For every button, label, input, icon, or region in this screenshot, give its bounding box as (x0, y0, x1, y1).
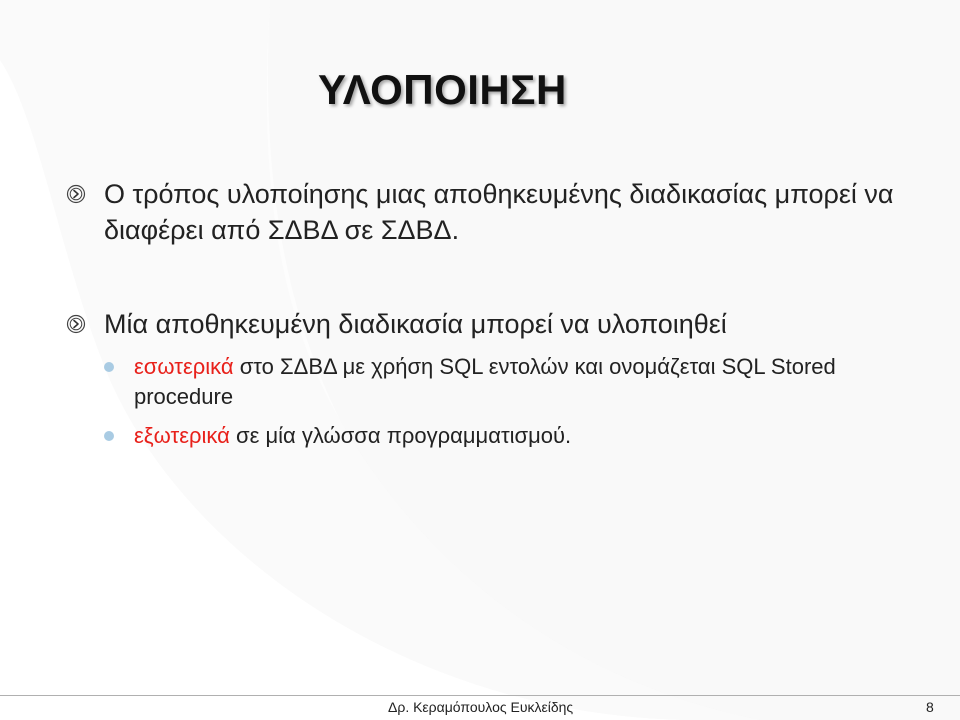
sub-bullet-dot-icon (104, 431, 114, 441)
sub-bullet-text (134, 352, 884, 412)
sub-bullet-rest: στο ΣΔΒΔ με χρήση SQL εντολών και ονομάζεται SQL Stored procedure (134, 354, 836, 409)
footer-divider (0, 695, 960, 696)
bullet-item (66, 306, 906, 342)
highlight-word: εξωτερικά (134, 423, 230, 448)
highlight-word: εσωτερικά (134, 354, 234, 379)
sub-bullet-text (134, 421, 884, 451)
sub-bullet-item (104, 352, 884, 412)
footer-author: Δρ. Κεραμόπουλος Ευκλείδης (388, 699, 574, 715)
sub-bullet-dot-icon (104, 362, 114, 372)
sub-bullet-rest: σε μία γλώσσα προγραμματισμού. (229, 423, 572, 448)
circled-arrow-icon (66, 184, 86, 204)
sub-bullet-item (104, 421, 884, 451)
page-number: 8 (926, 699, 934, 715)
slide-title: ΥΛΟΠΟΙΗΣΗ (318, 66, 567, 113)
bullet-item (66, 176, 906, 248)
bullet-text: Ο τρόπος υλοποίησης μιας αποθηκευμένης διαδικασίας μπορεί να διαφέρει από ΣΔΒΔ σε ΣΔΒΔ. (104, 179, 894, 245)
circled-arrow-icon (66, 314, 86, 334)
bullet-text: Μία αποθηκευμένη διαδικασία μπορεί να υλοποιηθεί (104, 309, 727, 339)
